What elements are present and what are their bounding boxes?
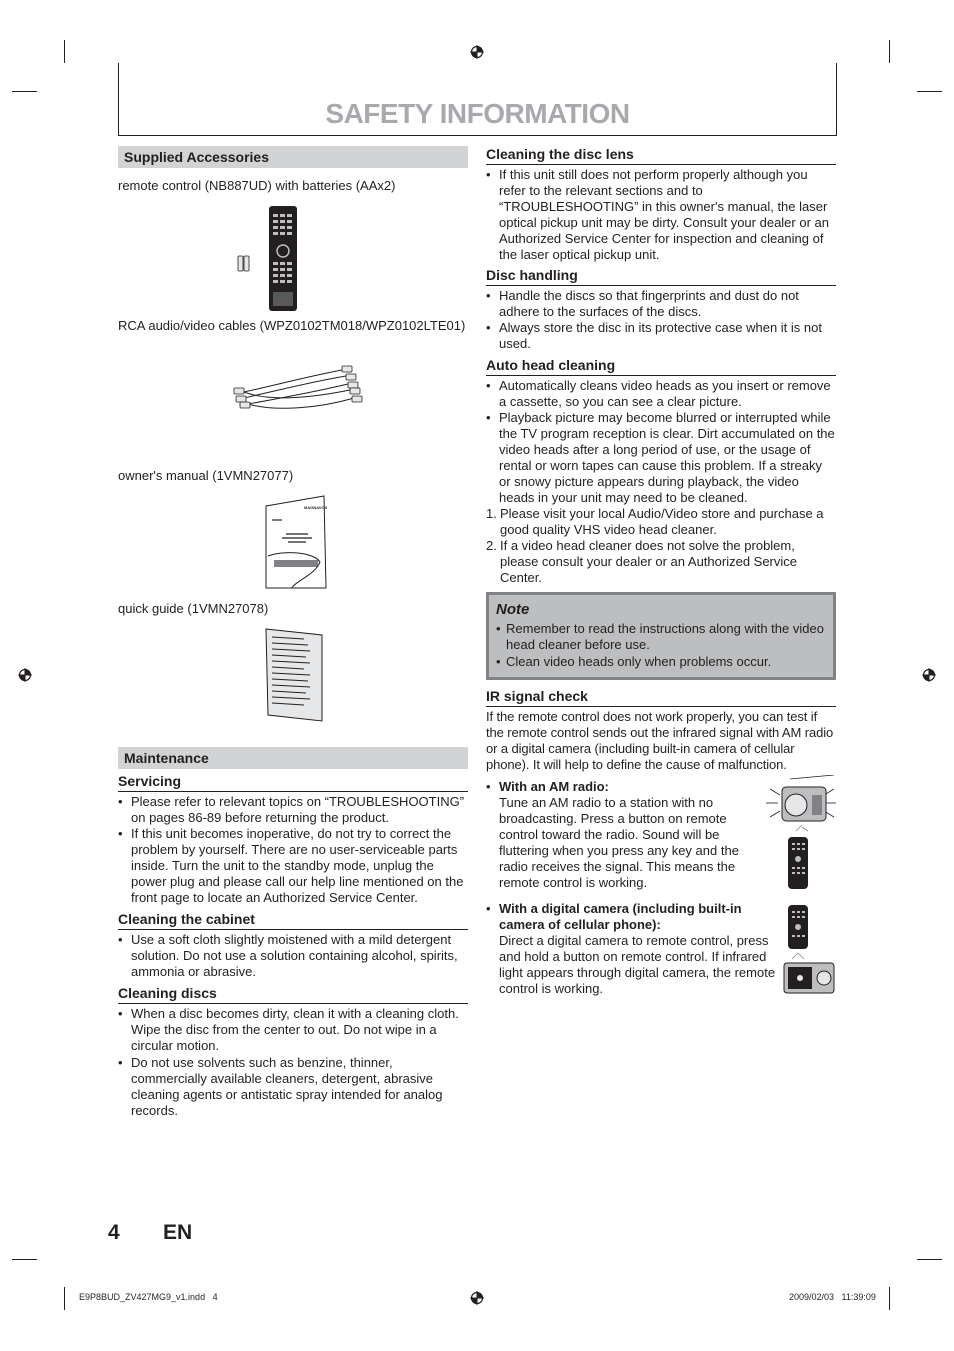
list-item bbox=[486, 538, 836, 586]
title-frame bbox=[118, 63, 837, 136]
remote-control-icon bbox=[788, 905, 808, 949]
am-radio-label: • With an AM radio: bbox=[499, 779, 609, 794]
owners-manual-icon bbox=[264, 494, 328, 590]
timestamp: 2009/02/03 11:39:09 bbox=[789, 1292, 876, 1302]
file-name: E9P8BUD_ZV427MG9_v1.indd 4 bbox=[79, 1292, 218, 1302]
crop-mark bbox=[889, 40, 890, 63]
list-item bbox=[486, 779, 759, 891]
left-column bbox=[118, 146, 468, 1119]
list-item: • Playback picture may become blurred or interrupted while the TV program reception is clear. Dirt accumulated on the video heads after a long period of use, or the usage of rental or worn tapes can cause this problem. If a streaky or snowy picture appears during playback, the video heads in your unit may need to be cleaned. bbox=[486, 410, 836, 506]
crop-mark bbox=[889, 1287, 890, 1310]
registration-mark-icon bbox=[18, 668, 32, 682]
note-list bbox=[496, 621, 825, 670]
accessory-caption: owner's manual (1VMN27077) bbox=[118, 468, 294, 483]
auto-head-cleaning-list bbox=[486, 378, 836, 506]
disc-lens-list bbox=[486, 167, 836, 263]
list-item: • Remember to read the instructions along with the video head cleaner before use. bbox=[496, 621, 825, 653]
auto-head-cleaning-heading: Auto head cleaning bbox=[486, 357, 836, 376]
disc-handling-list bbox=[486, 288, 836, 352]
ir-signal-check-heading: IR signal check bbox=[486, 688, 836, 707]
note-heading: Note bbox=[496, 601, 530, 618]
crop-mark bbox=[12, 91, 37, 92]
digital-camera-label: • With a digital camera (including built-in camera of cellular phone): bbox=[499, 901, 742, 932]
crop-mark bbox=[64, 40, 65, 63]
disc-lens-heading: Cleaning the disc lens bbox=[486, 146, 836, 165]
registration-mark-icon bbox=[922, 668, 936, 682]
note-box bbox=[486, 592, 836, 680]
list-item bbox=[486, 901, 779, 997]
am-radio-icon bbox=[764, 775, 838, 891]
quick-guide-icon bbox=[264, 627, 326, 723]
digital-camera-section bbox=[486, 901, 836, 997]
crop-mark bbox=[64, 1287, 65, 1310]
step-number: 2. bbox=[486, 538, 497, 553]
list-item: • Handle the discs so that fingerprints and dust do not adhere to the surfaces of the discs. bbox=[486, 288, 836, 320]
list-item: • Clean video heads only when problems occur. bbox=[496, 654, 825, 670]
page-number: 4 bbox=[108, 1221, 120, 1244]
remote-control-figure bbox=[118, 202, 468, 312]
owners-manual-figure bbox=[118, 484, 468, 599]
step-number: 1. bbox=[486, 506, 497, 521]
manual-logo-text: MAGNAVOX bbox=[304, 505, 328, 510]
step-text: If a video head cleaner does not solve the problem, please consult your dealer or an Authorized Service Center. bbox=[500, 538, 798, 585]
right-column bbox=[486, 146, 836, 997]
list-item: • Please refer to relevant topics on “TROUBLESHOOTING” on pages 86-89 before returning the product. bbox=[118, 794, 468, 826]
am-radio-section bbox=[486, 779, 836, 891]
quick-guide-figure bbox=[118, 617, 468, 737]
registration-mark-icon bbox=[470, 1291, 484, 1305]
cleaning-discs-list bbox=[118, 1006, 468, 1119]
accessory-caption: quick guide (1VMN27078) bbox=[118, 601, 269, 616]
digital-camera-icon bbox=[782, 903, 836, 995]
servicing-list bbox=[118, 794, 468, 906]
rca-cables-figure bbox=[118, 334, 468, 464]
list-item bbox=[486, 506, 836, 538]
cleaning-cabinet-heading: Cleaning the cabinet bbox=[118, 911, 468, 930]
remote-control-icon bbox=[788, 837, 808, 889]
page-title: SAFETY INFORMATION bbox=[325, 98, 630, 129]
step-text: Please visit your local Audio/Video store and purchase a good quality VHS video head cleaner. bbox=[500, 506, 824, 537]
disc-handling-heading: Disc handling bbox=[486, 267, 836, 286]
crop-mark bbox=[12, 1259, 37, 1260]
accessory-caption: RCA audio/video cables (WPZ0102TM018/WPZ0102LTE01) bbox=[118, 318, 466, 333]
list-item: • Use a soft cloth slightly moistened with a mild detergent solution. Do not use a solution containing alcohol, spirits, ammonia or abrasive. bbox=[118, 932, 468, 980]
crop-mark bbox=[917, 1259, 942, 1260]
accessory-caption: remote control (NB887UD) with batteries (AAx2) bbox=[118, 178, 396, 193]
list-item: • Automatically cleans video heads as you insert or remove a cassette, so you can see a clear picture. bbox=[486, 378, 836, 410]
crop-mark bbox=[917, 91, 942, 92]
list-item: • When a disc becomes dirty, clean it with a cleaning cloth. Wipe the disc from the center to out. Do not wipe in a circular motion. bbox=[118, 1006, 468, 1054]
cleaning-discs-heading: Cleaning discs bbox=[118, 985, 468, 1004]
maintenance-heading: Maintenance bbox=[118, 747, 468, 769]
list-item: • If this unit becomes inoperative, do not try to correct the problem by yourself. There are no user-serviceable parts inside. Turn the unit to the standby mode, unplug the power plug and please call our help line mentioned on the front page to locate an Authorized Service Center. bbox=[118, 826, 468, 906]
list-item: • Do not use solvents such as benzine, thinner, commercially available cleaners, detergent, abrasive cleaning agents or antistatic spray intended for analog records. bbox=[118, 1055, 468, 1119]
registration-mark-icon bbox=[470, 45, 484, 59]
rca-cables-icon bbox=[230, 362, 364, 414]
battery-icon bbox=[238, 256, 249, 271]
head-cleaning-steps bbox=[486, 506, 836, 586]
cleaning-cabinet-list bbox=[118, 932, 468, 980]
remote-control-icon bbox=[236, 204, 300, 314]
language-code: EN bbox=[163, 1221, 193, 1244]
list-item: • Always store the disc in its protective case when it is not used. bbox=[486, 320, 836, 352]
list-item: • If this unit still does not perform properly although you refer to the relevant sections and to “TROUBLESHOOTING” in this owner's manual, the laser optical pickup unit may be dirty. Consult your dealer or an Authorized Service Center for inspection and cleaning of the laser optical pickup unit. bbox=[486, 167, 836, 263]
digital-camera-text: Direct a digital camera to remote control, press and hold a button on remote control. If infrared light appears through digital camera, the remote control is working. bbox=[499, 933, 776, 996]
supplied-accessories-heading: Supplied Accessories bbox=[118, 146, 468, 168]
servicing-heading: Servicing bbox=[118, 773, 468, 792]
am-radio-text: Tune an AM radio to a station with no broadcasting. Press a button on remote control toward the radio. Sound will be fluttering when you press any key and the radio receives the signal. This means the remote control is working. bbox=[499, 795, 739, 890]
ir-intro: If the remote control does not work properly, you can test if the remote control sends out the infrared signal with AM radio or a digital camera (including built-in camera of cellular phone). It will help to define the cause of malfunction. bbox=[486, 709, 834, 772]
